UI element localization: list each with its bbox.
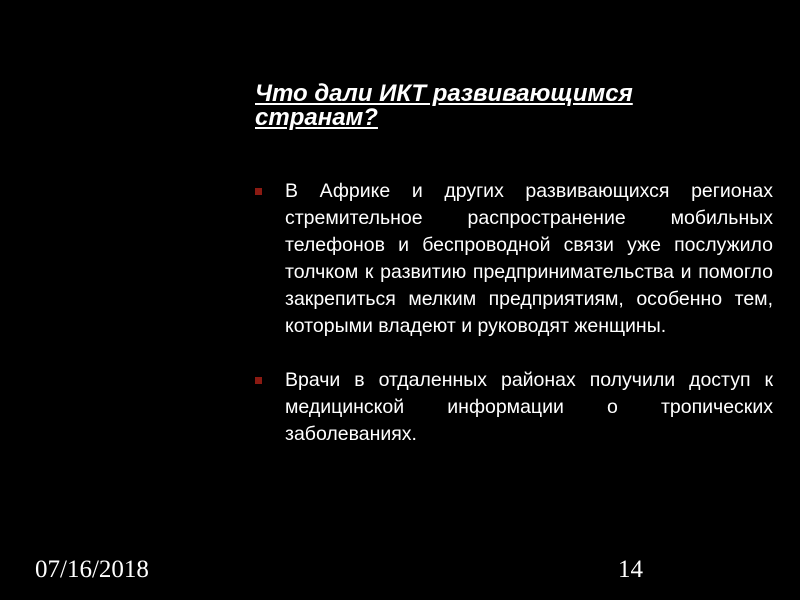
square-bullet-icon — [255, 377, 262, 384]
bullet-item-africa-mobile — [255, 178, 773, 340]
bullet-text: В Африке и других развивающихся регионах стремительное распространение мобильных телефонов и беспроводной связи уже послужило толчком к развитию предпринимательства и помогло закрепиться мелким предприятиям, особенно тем, которыми владеют и руководят женщины. — [285, 180, 773, 337]
slide-page-number: 14 — [618, 556, 643, 583]
footer-date: 07/16/2018 — [35, 556, 149, 583]
bullet-item-doctors-access — [255, 367, 773, 448]
square-bullet-icon — [255, 188, 262, 195]
bullet-text: Врачи в отдаленных районах получили доступ к медицинской информации о тропических заболеваниях. — [285, 369, 773, 445]
slide-title: Что дали ИКТ развивающимся странам? — [255, 80, 633, 131]
bullet-list — [255, 178, 773, 448]
